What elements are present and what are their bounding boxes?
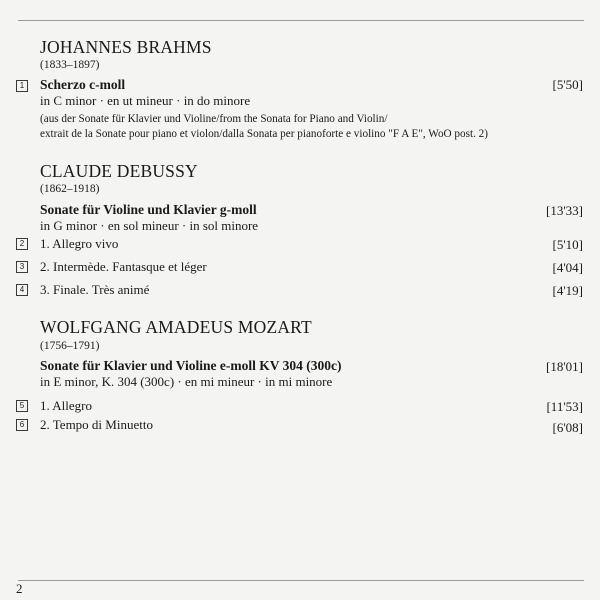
movement-duration: [11'53] (546, 399, 583, 414)
composer-dates: (1862–1918) (40, 183, 100, 195)
work-duration: [13'33] (545, 203, 583, 218)
movement-duration: [5'10] (552, 237, 583, 252)
movement-duration: [6'08] (552, 420, 583, 435)
composer-name: CLAUDE DEBUSSY (40, 161, 198, 181)
work-keys: in G minor · en sol mineur · in sol minore (40, 218, 259, 233)
composer-dates: (1756–1791) (40, 340, 100, 352)
track-number: 6 (16, 419, 28, 431)
track-number: 5 (16, 400, 28, 412)
work-duration: [5'50] (552, 77, 583, 92)
work-title: Sonate für Violine und Klavier g-moll (40, 202, 257, 217)
work-note: (aus der Sonate für Klavier und Violine/from the Sonata for Piano and Violin/ (40, 113, 388, 125)
movement-title: 3. Finale. Très animé (40, 282, 150, 297)
movement-title: 2. Tempo di Minuetto (40, 417, 153, 432)
work-title: Sonate für Klavier und Violine e-moll KV 304 (300c) (40, 358, 342, 373)
track-number: 1 (16, 80, 28, 92)
movement-title: 2. Intermède. Fantasque et léger (40, 259, 207, 274)
work-note: extrait de la Sonate pour piano et violon/dalla Sonata per pianoforte e violino "F A E", WoO post. 2) (40, 128, 488, 140)
work-keys: in E minor, K. 304 (300c) · en mi mineur · in mi minore (40, 374, 333, 389)
top-rule (18, 20, 584, 21)
page-number: 2 (16, 581, 23, 596)
composer-dates: (1833–1897) (40, 59, 100, 71)
work-duration: [18'01] (545, 359, 583, 374)
bottom-rule (18, 580, 584, 581)
movement-duration: [4'19] (552, 283, 583, 298)
composer-name: JOHANNES BRAHMS (40, 37, 212, 57)
work-title: Scherzo c-moll (40, 77, 126, 92)
work-keys: in C minor · en ut mineur · in do minore (40, 93, 251, 108)
track-number: 2 (16, 238, 28, 250)
movement-duration: [4'04] (552, 260, 583, 275)
movement-title: 1. Allegro (40, 398, 92, 413)
movement-title: 1. Allegro vivo (40, 236, 119, 251)
track-number: 4 (16, 284, 28, 296)
composer-name: WOLFGANG AMADEUS MOZART (40, 317, 312, 337)
track-number: 3 (16, 261, 28, 273)
